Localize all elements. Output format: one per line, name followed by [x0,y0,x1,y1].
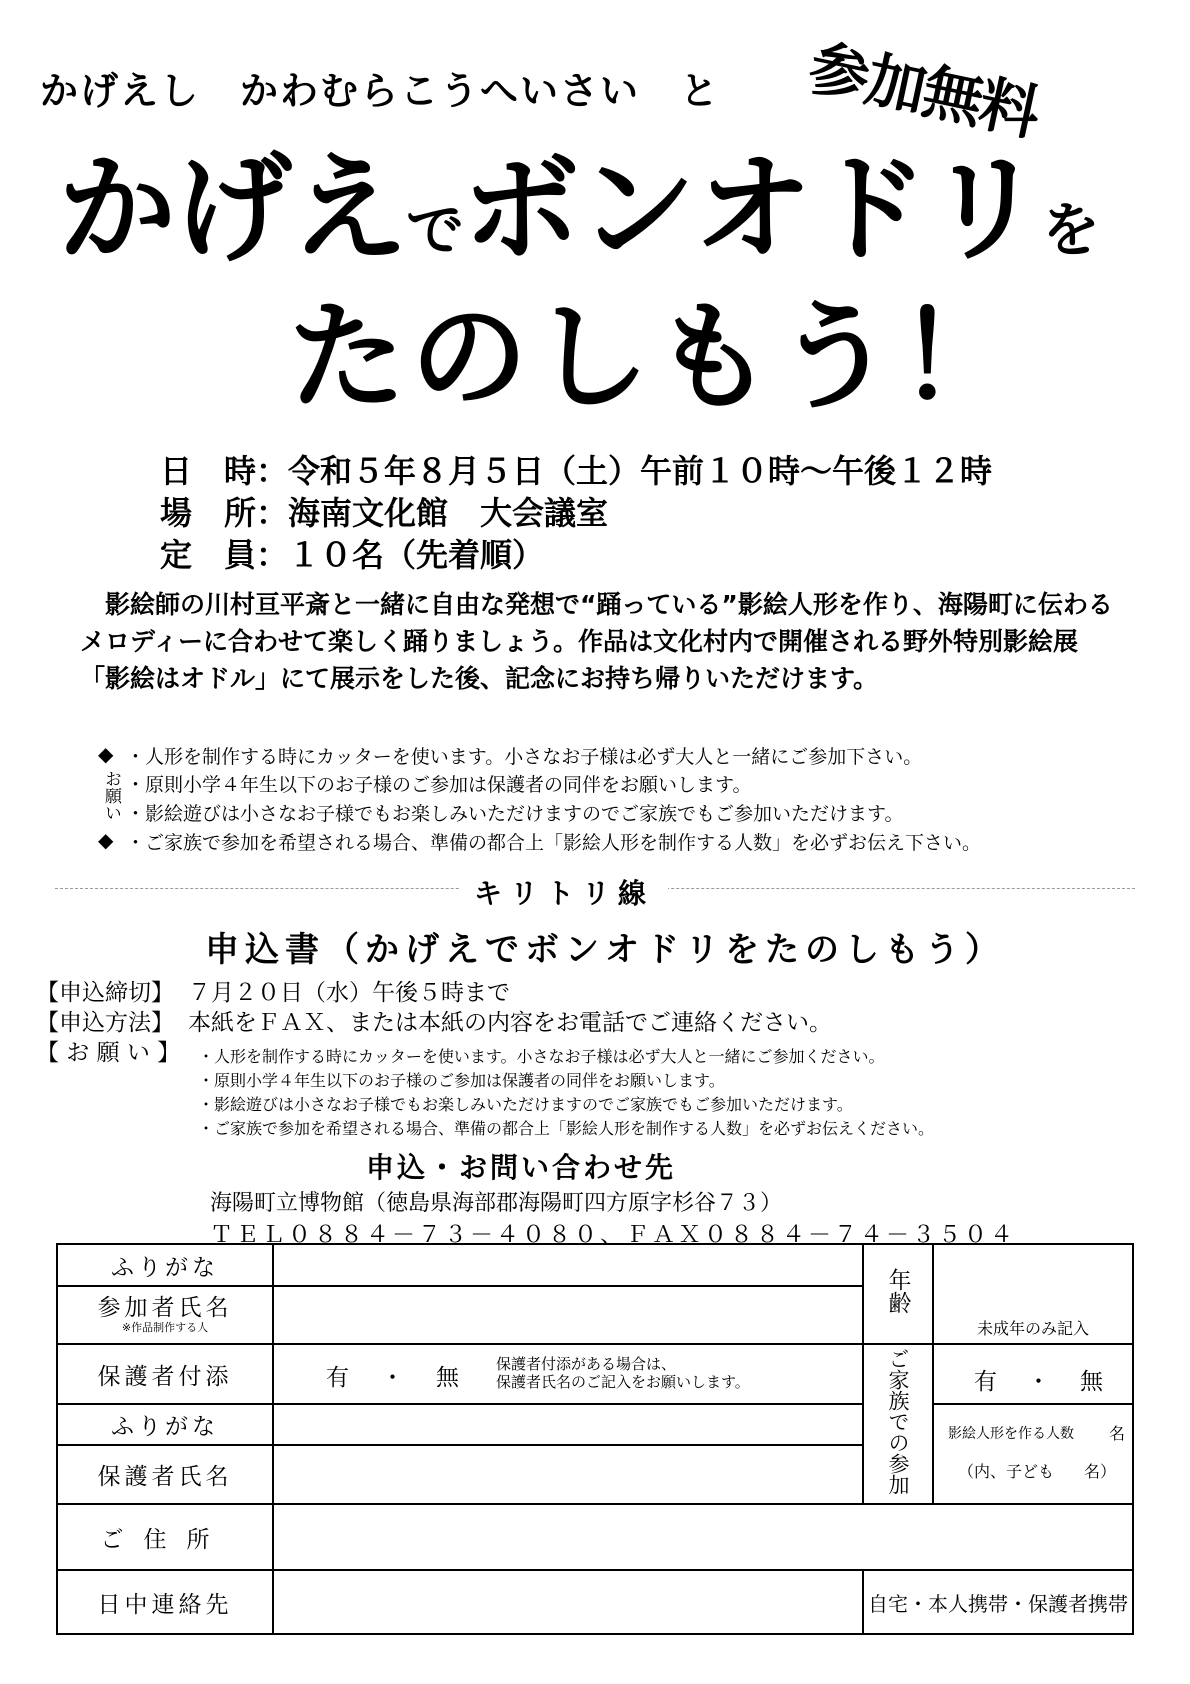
info-value: 海南文化館 大会議室 [288,494,609,532]
family-attend-field [933,1344,1133,1404]
note-item: ・原則小学４年生以下のお子様のご参加は保護者の同伴をお願いします。 [126,774,752,796]
info-label: 場 所： [160,494,289,532]
deadline-label: 【申込締切】 [36,980,174,1006]
note-item: ・ご家族で参加を希望される場合、準備の都合上「影絵人形を制作する人数」を必ずお伝え下さい。 [126,832,982,854]
request-label: 【 お 願 い 】 [36,1040,181,1066]
participant-name-label-cell [57,1286,273,1344]
daytime-contact-label: 日中連絡先 [57,1570,273,1634]
participant-name-label: 参加者氏名 [97,1295,233,1322]
info-capacity [160,530,544,576]
participant-name-field[interactable] [273,1286,863,1344]
method-row [36,1004,832,1037]
contact-title: 申込・お問い合わせ先 [366,1151,677,1184]
headline-bonodori: ボンオドリ [462,140,1043,278]
cut-line-label: キリトリ線 [460,872,668,912]
contact-address: 海陽町立博物館（徳島県海部郡海陽町四方原字杉谷７３） [210,1191,783,1216]
guardian-note-line1: 保護者付添がある場合は、 [496,1355,677,1373]
guardian-attend-no[interactable]: 無 [436,1365,459,1391]
headline-de: で [406,196,463,264]
application-form-table [56,1243,1134,1635]
info-value: １０名（先着順） [288,536,545,574]
subtitle: かげえし かわむらこうへいさい と [40,69,721,113]
deadline-value: ７月２０日（水）午後５時まで [188,980,510,1006]
deadline-row [36,974,510,1007]
note-item: ・影絵遊びは小さなお子様でもお楽しみいただけますのでご家族でもご参加いただけます。 [126,803,904,825]
notes-label: お願い [101,770,121,821]
request-item: ・影絵遊びは小さなお子様でもお楽しみいただけますのでご家族でもご参加いただけます。 [198,1095,853,1114]
furigana2-label: ふりがな [57,1404,273,1445]
family-attend-yes[interactable]: 有 [974,1369,997,1395]
form-title: 申込書（かげえでボンオドリをたのしもう） [205,930,1005,970]
request-item: ・ご家族で参加を希望される場合、準備の都合上「影絵人形を制作する人数」を必ずお伝えください。 [198,1119,935,1138]
headline-line1 [58,140,1099,278]
age-label-cell [863,1244,933,1344]
info-place [160,488,608,534]
info-label: 日 時： [160,452,289,490]
guardian-note-line2: 保護者氏名のご記入をお願いします。 [496,1373,750,1391]
puppet-count-field[interactable] [933,1404,1133,1504]
participant-note: ※作品制作する人 [121,1320,209,1334]
diamond-marker-icon: ◆ [98,742,114,766]
request-item: ・原則小学４年生以下のお子様のご参加は保護者の同伴をお願いします。 [198,1071,725,1090]
info-label: 定 員： [160,536,289,574]
contact-tel-fax: ＴＥＬ０８８４－７３－４０８０、ＦＡＸ０８８４－７４－３５０４ [210,1222,1016,1248]
separator-dot: ・ [1027,1369,1050,1395]
guardian-furigana-field[interactable] [273,1404,863,1445]
family-label: ご家族での参加 [886,1347,910,1495]
daytime-contact-field[interactable] [273,1570,863,1634]
puppet-count-unit: 名 [1109,1424,1126,1443]
guardian-attend-field [273,1344,863,1404]
method-value: 本紙をＦＡＸ、または本紙の内容をお電話でご連絡ください。 [188,1010,832,1036]
children-prefix: （内、子ども [958,1462,1055,1481]
request-label-row [36,1034,188,1067]
address-field[interactable] [273,1504,1133,1570]
description: 影絵師の川村亘平斎と一緒に自由な発想で“踊っている”影絵人形を作り、海陽町に伝わるメロディーに合わせて楽しく踊りましょう。作品は文化村内で開催される野外特別影絵展「影絵はオドル」にて展示をした後、記念にお持ち帰りいただけます。 [80,590,1113,693]
age-field[interactable] [933,1244,1133,1344]
age-note: 未成年のみ記入 [976,1319,1089,1338]
headline-line2: たのしもう！ [288,288,1021,426]
separator-dot: ・ [381,1365,404,1391]
family-label-cell [863,1344,933,1504]
age-label: 年齢 [884,1268,911,1314]
guardian-attend-yes[interactable]: 有 [326,1365,349,1391]
method-label: 【申込方法】 [36,1010,174,1036]
furigana-field[interactable] [273,1244,863,1286]
guardian-name-field[interactable] [273,1445,863,1504]
headline-wo: を [1042,196,1099,264]
furigana-label: ふりがな [57,1244,273,1286]
guardian-name-label: 保護者氏名 [57,1445,273,1504]
request-item: ・人形を制作する時にカッターを使います。小さなお子様は必ず大人と一緒にご参加ください。 [198,1047,885,1066]
note-item: ・人形を制作する時にカッターを使います。小さなお子様は必ず大人と一緒にご参加下さい。 [126,746,923,768]
contact-options[interactable]: 自宅・本人携帯・保護者携帯 [863,1570,1133,1634]
headline-kagee: かげえ [58,140,407,278]
children-suffix: 名） [1084,1462,1117,1481]
guardian-attend-label: 保護者付添 [57,1344,273,1404]
family-attend-no[interactable]: 無 [1080,1369,1103,1395]
info-value: 令和５年８月５日（土）午前１０時～午後１２時 [288,452,993,490]
info-datetime [160,446,992,492]
puppet-count-label: 影絵人形を作る人数 [948,1426,1074,1442]
diamond-marker-icon: ◆ [98,828,114,852]
free-participation-badge: 参加無料 [802,32,1045,150]
address-label: ご住所 [57,1504,273,1570]
